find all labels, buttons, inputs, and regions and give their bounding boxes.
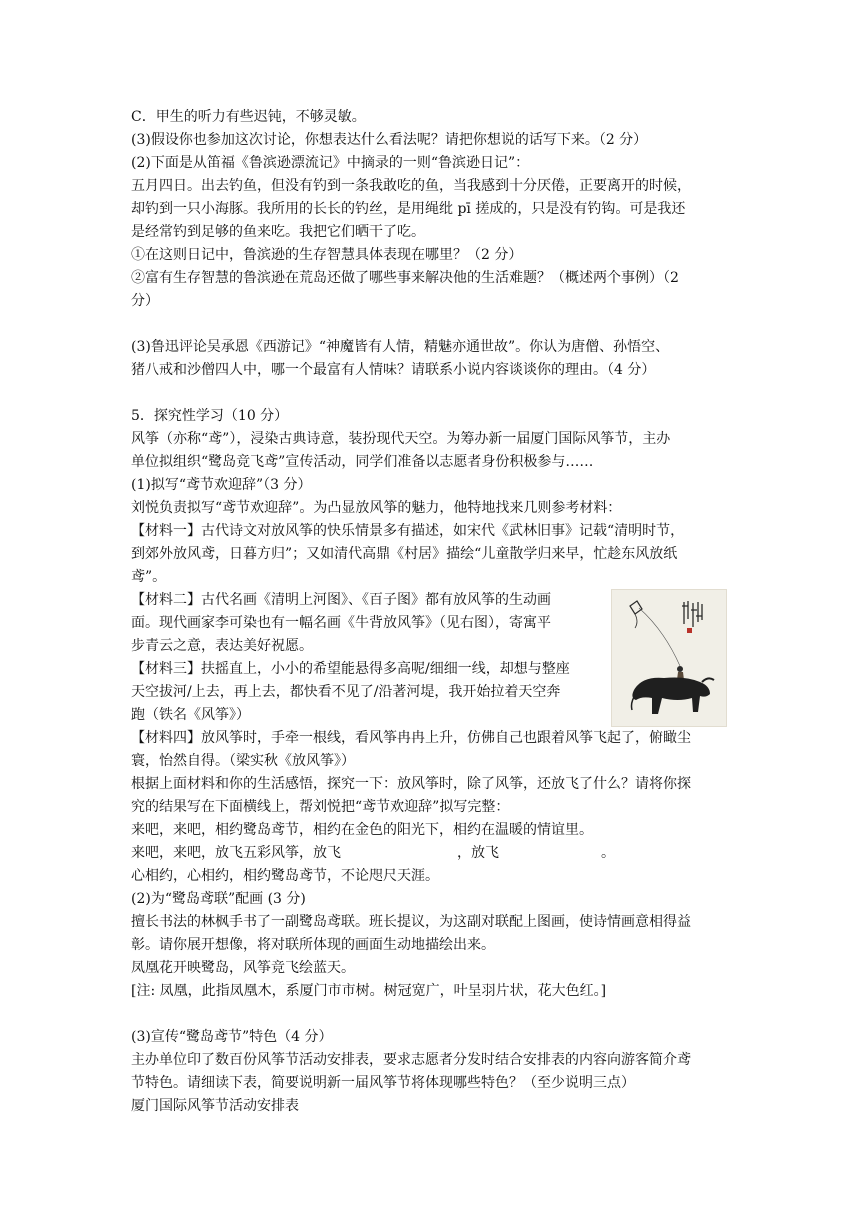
question-3-journey-west: (3)鲁迅评论吴承恩《西游记》“神魔皆有人情，精魅亦通世故”。你认为唐僧、孙悟空、 <box>131 339 670 355</box>
ink-painting-icon <box>612 590 726 726</box>
diary-text-line: 五月四日。出去钓鱼，但没有钓到一条我敢吃的鱼，当我感到十分厌倦，正要离开的时候， <box>131 178 691 194</box>
table-title: 厦门国际风筝节活动安排表 <box>131 1098 299 1114</box>
task-1-heading: (1)拟写“鸢节欢迎辞”（3 分） <box>131 477 312 493</box>
sub-question-2: ②富有生存智慧的鲁滨逊在荒岛还做了哪些事来解决他的生活难题？（概述两个事例）（2 <box>131 270 679 286</box>
couplet-note: [注: 凤凰，此指凤凰木，系厦门市市树。树冠宽广，叶呈羽片状，花大色红。] <box>131 983 607 999</box>
fill-suffix: 。 <box>601 845 615 861</box>
task-3-text: 节特色。请细读下表，简要说明新一届风筝节将体现哪些特色？（至少说明三点） <box>131 1075 635 1091</box>
task-1-intro: 刘悦负责拟写“鸢节欢迎辞”。为凸显放风筝的魅力，他特地找来几则参考材料： <box>131 500 622 516</box>
material-4: 【材料四】放风筝时，手牵一根线，看风筝冉冉上升，仿佛自己也跟着风筝飞起了，俯瞰尘 <box>131 730 691 746</box>
welcome-speech-line: 心相约，心相约，相约鹭岛鸢节，不论咫尺天涯。 <box>131 868 439 884</box>
task-2-text: 擅长书法的林枫手书了一副鹭岛鸢联。班长提议，为这副对联配上图画，使诗情画意相得益 <box>131 914 691 930</box>
question-2-robinson: (2)下面是从笛福《鲁滨逊漂流记》中摘录的一则“鲁滨逊日记”： <box>131 155 530 171</box>
diary-text-line: 是经常钓到足够的鱼来吃。我把它们晒干了吃。 <box>131 224 425 240</box>
material-3: 跑（铁名《风筝》） <box>131 707 250 723</box>
material-3: 天空拔河/上去，再上去，都快看不见了/沿著河堤，我开始拉着天空奔 <box>131 684 561 700</box>
task-3-text: 主办单位印了数百份风筝节活动安排表，要求志愿者分发时结合安排表的内容向游客简介鸢 <box>131 1052 691 1068</box>
kite-painting-image <box>611 589 727 727</box>
option-c: C．甲生的听力有些迟钝，不够灵敏。 <box>131 109 366 125</box>
material-2: 步青云之意，表达美好祝愿。 <box>131 638 313 654</box>
material-4: 寰，怡然自得。（梁实秋《放风筝》） <box>131 753 355 769</box>
question-3-discussion: (3)假设你也参加这次讨论，你想表达什么看法呢？请把你想说的话写下来。（2 分） <box>131 132 648 148</box>
section-5-heading: 5．探究性学习（10 分） <box>131 408 289 424</box>
material-1: 【材料一】古代诗文对放风筝的快乐情景多有描述，如宋代《武林旧事》记载“清明时节， <box>131 523 685 539</box>
material-1: 鸢”。 <box>131 569 167 585</box>
material-1: 到郊外放风鸢，日暮方归”；又如清代高鼎《村居》描绘“儿童散学归来早，忙趁东风放纸 <box>131 546 678 562</box>
intro-paragraph: 单位拟组织“鹭岛竞飞鸢”宣传活动，同学们准备以志愿者身份积极参与…… <box>131 454 594 470</box>
material-2: 【材料二】古代名画《清明上河图》、《百子图》都有放风筝的生动画 <box>131 592 551 608</box>
task-1-instruction: 究的结果写在下面横线上，帮刘悦把“鸢节欢迎辞”拟写完整： <box>131 799 510 815</box>
task-3-heading: (3)宣传“鹭岛鸢节”特色（4 分） <box>131 1029 333 1045</box>
welcome-speech-line: 来吧，来吧，相约鹭岛鸢节，相约在金色的阳光下，相约在温暖的情谊里。 <box>131 822 593 838</box>
fill-middle: ，放飞 <box>457 845 499 861</box>
sub-question-1: ①在这则日记中，鲁滨逊的生存智慧具体表现在哪里？（2 分） <box>131 247 523 263</box>
welcome-speech-fill-line <box>131 842 741 865</box>
task-1-instruction: 根据上面材料和你的生活感悟，探究一下：放风筝时，除了风筝，还放飞了什么？请将你探 <box>131 776 691 792</box>
sub-question-2-cont: 分） <box>131 293 159 309</box>
question-3-journey-west-cont: 猪八戒和沙僧四人中，哪一个最富有人情味？请联系小说内容谈谈你的理由。（4 分） <box>131 362 656 378</box>
material-2: 面。现代画家李可染也有一幅名画《牛背放风筝》（见右图），寄寓平 <box>131 615 551 631</box>
fill-prefix: 来吧，来吧，放飞五彩风筝，放飞 <box>131 845 341 861</box>
exam-page <box>131 106 741 1118</box>
material-3: 【材料三】扶摇直上，小小的希望能悬得多高呢/细细一线，却想与整座 <box>131 661 570 677</box>
intro-paragraph: 风筝（亦称“鸢”），浸染古典诗意，装扮现代天空。为筹办新一届厦门国际风筝节，主办 <box>131 431 671 447</box>
diary-text-line: 却钓到一只小海豚。我所用的长长的钓丝，是用绳纰 pī 搓成的，只是没有钓钩。可是我还 <box>131 201 686 217</box>
couplet: 凤凰花开映鹭岛，风筝竞飞绘蓝天。 <box>131 960 355 976</box>
task-2-text: 彰。请你展开想像，将对联所体现的画面生动地描绘出来。 <box>131 937 495 953</box>
task-2-heading: (2)为“鹭岛鸢联”配画 (3 分) <box>131 891 306 907</box>
materials-with-figure <box>131 589 741 727</box>
